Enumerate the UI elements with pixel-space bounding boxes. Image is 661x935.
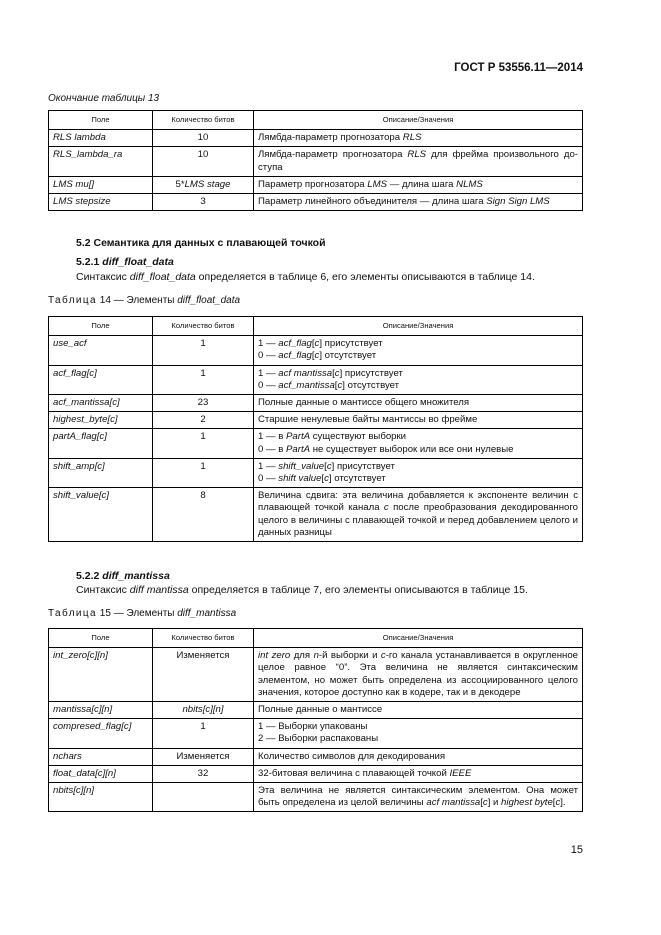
bit-count-cell: 1 [153, 458, 254, 487]
table-row [49, 429, 583, 458]
section-heading-5-2-2: 5.2.2 diff_mantissa [76, 570, 170, 582]
description-cell: Полные данные о мантиссе общего множителя [254, 395, 583, 412]
column-header: Описание/Значения [254, 629, 583, 648]
bit-count-cell: 10 [153, 130, 254, 147]
field-name-cell: RLS lambda [49, 130, 153, 147]
description-cell: Лямбда-параметр прогнозатора RLS [254, 130, 583, 147]
table-row [49, 488, 583, 542]
table15-caption: Таблица 15 — Элементы diff_mantissa [48, 608, 237, 619]
paragraph-5-2-2: Синтаксис diff mantissa определяется в таблице 7, его элементы описываются в таблице 15. [76, 584, 528, 596]
document-id: ГОСТ Р 53556.11—2014 [454, 62, 583, 74]
column-header: Описание/Значения [254, 111, 583, 130]
table-row [49, 130, 583, 147]
description-cell: int zero для n-й выборки и с-го канала устанавливается в округленное целое равное “0”. Эта величина не является синтаксическим элементом, но может быть определена из ассоциированного целого значения, которое доступно как в кодере, так и в декодере [254, 648, 583, 702]
bit-count-cell: 2 [153, 412, 254, 429]
table-row [49, 412, 583, 429]
description-cell: 32-битовая величина с плавающей точкой IEEE [254, 765, 583, 782]
field-name-cell: nbits[c][n] [49, 783, 153, 812]
column-header: Количество битов [153, 111, 254, 130]
description-cell: Количество символов для декодирования [254, 748, 583, 765]
table-row [49, 765, 583, 782]
table-row [49, 176, 583, 193]
table-header-row [49, 111, 583, 130]
description-cell: Параметр прогнозатора LMS — длина шага NLMS [254, 176, 583, 193]
bit-count-cell [153, 783, 254, 812]
field-name-cell: shift_amp[c] [49, 458, 153, 487]
paragraph-5-2-1: Синтаксис diff_float_data определяется в таблице 6, его элементы описываются в таблице 14. [76, 271, 535, 283]
table-header-row [49, 629, 583, 648]
bit-count-cell: 1 [153, 429, 254, 458]
field-name-cell: mantissa[c][n] [49, 702, 153, 719]
table-row [49, 458, 583, 487]
description-cell: 1 — acf mantissa[c] присутствует 0 — acf_mantissa[c] отсутствует [254, 365, 583, 394]
bit-count-cell: 1 [153, 719, 254, 748]
table-row [49, 748, 583, 765]
description-cell: Лямбда-параметр прогнозатора RLS для фрейма произвольного доступа [254, 147, 583, 176]
column-header: Количество битов [153, 629, 254, 648]
description-cell: Эта величина не является синтаксическим элементом. Она может быть определена из целой величины acf mantissa[c] и highest byte[c]. [254, 783, 583, 812]
table-header-row [49, 317, 583, 336]
description-cell: 1 — acf_flag[c] присутствует 0 — acf_flag[c] отсутствует [254, 336, 583, 365]
table-row [49, 783, 583, 812]
bit-count-cell: 10 [153, 147, 254, 176]
field-name-cell: shift_value[c] [49, 488, 153, 542]
column-header: Поле [49, 317, 153, 336]
table-row [49, 648, 583, 702]
field-name-cell: LMS mu[] [49, 176, 153, 193]
page-number: 15 [570, 844, 583, 856]
description-cell: Полные данные о мантиссе [254, 702, 583, 719]
field-name-cell: LMS stepsize [49, 194, 153, 211]
field-name-cell: acf_flag[c] [49, 365, 153, 394]
bit-count-cell: 1 [153, 336, 254, 365]
table14-caption: Таблица 14 — Элементы diff_float_data [48, 295, 241, 306]
table-row [49, 365, 583, 394]
field-name-cell: nchars [49, 748, 153, 765]
column-header: Поле [49, 629, 153, 648]
field-name-cell: partA_flag[c] [49, 429, 153, 458]
section-heading-5-2: 5.2 Семантика для данных с плавающей точкой [76, 237, 326, 249]
field-name-cell: float_data[c][n] [49, 765, 153, 782]
table-14 [48, 316, 583, 542]
field-name-cell: int_zero[c][n] [49, 648, 153, 702]
description-cell: 1 — Выборки упакованы 2 — Выборки распакованы [254, 719, 583, 748]
table-row [49, 719, 583, 748]
bit-count-cell: 1 [153, 365, 254, 394]
description-cell: Параметр линейного объединителя — длина шага Sign Sign LMS [254, 194, 583, 211]
field-name-cell: RLS_lambda_ra [49, 147, 153, 176]
bit-count-cell: 23 [153, 395, 254, 412]
description-cell: 1 — shift_value[c] присутствует 0 — shift value[c] отсутствует [254, 458, 583, 487]
field-name-cell: use_acf [49, 336, 153, 365]
bit-count-cell: 32 [153, 765, 254, 782]
table-15 [48, 628, 583, 812]
description-cell: Величина сдвига: эта величина добавляется к экспоненте величин с плавающей точкой канала с после преобразования декодированного целого в величины с плавающей точкой и перед добавлением целого и данных разницы [254, 488, 583, 542]
table-row [49, 147, 583, 176]
description-cell: Старшие ненулевые байты мантиссы во фрейме [254, 412, 583, 429]
field-name-cell: acf_mantissa[c] [49, 395, 153, 412]
table-row [49, 194, 583, 211]
section-heading-5-2-1: 5.2.1 diff_float_data [76, 256, 174, 268]
table13-caption: Окончание таблицы 13 [48, 93, 160, 104]
column-header: Поле [49, 111, 153, 130]
bit-count-cell: Изменяется [153, 748, 254, 765]
table-row [49, 395, 583, 412]
description-cell: 1 — в PartA существуют выборки 0 — в PartA не существует выборок или все они нулевые [254, 429, 583, 458]
field-name-cell: highest_byte[c] [49, 412, 153, 429]
table-row [49, 702, 583, 719]
column-header: Описание/Значения [254, 317, 583, 336]
table-13 [48, 110, 583, 211]
table-row [49, 336, 583, 365]
bit-count-cell: 5*LMS stage [153, 176, 254, 193]
field-name-cell: compresed_flag[c] [49, 719, 153, 748]
bit-count-cell: 3 [153, 194, 254, 211]
bit-count-cell: Изменяется [153, 648, 254, 702]
column-header: Количество битов [153, 317, 254, 336]
bit-count-cell: nbits[c][n] [153, 702, 254, 719]
bit-count-cell: 8 [153, 488, 254, 542]
